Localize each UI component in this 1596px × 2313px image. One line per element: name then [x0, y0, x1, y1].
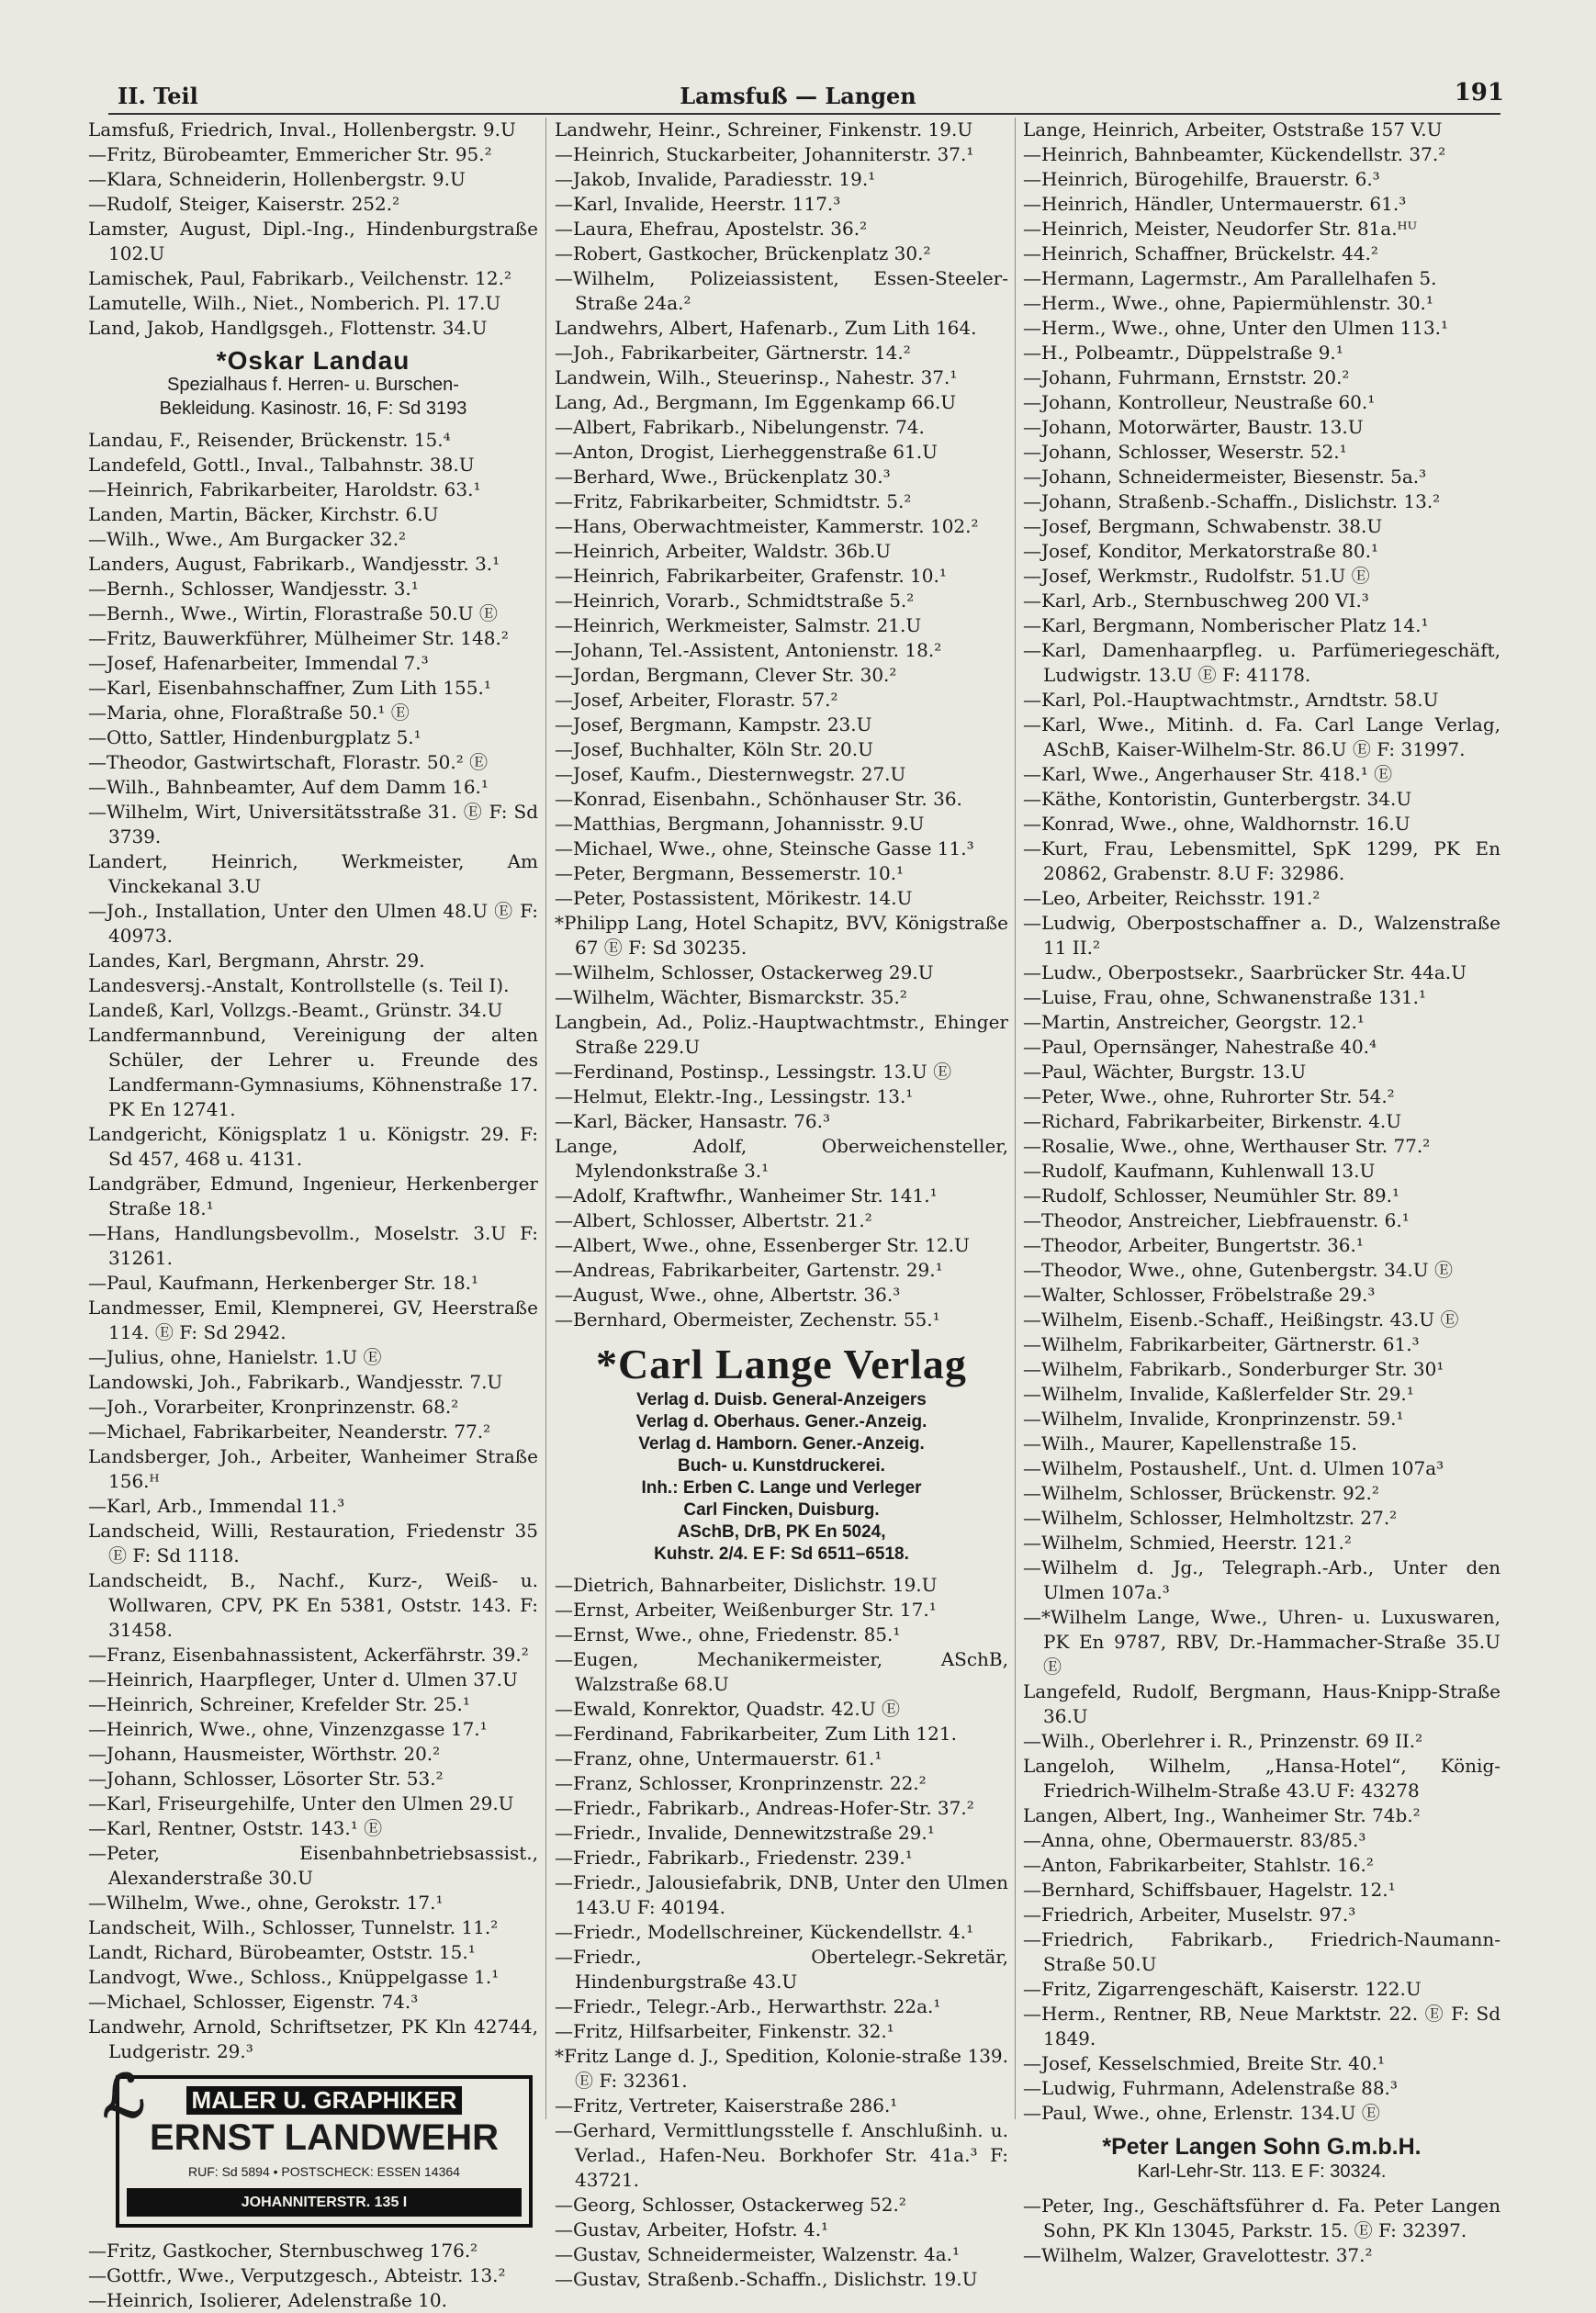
- directory-entry: —Karl, Arb., Sternbuschweg 200 VI.³: [1023, 589, 1369, 612]
- directory-entry: —Herm., Wwe., ohne, Papiermühlenstr. 30.¹: [1023, 292, 1433, 314]
- ad-line: Karl-Lehr-Str. 113. E F: 30324.: [1137, 2161, 1387, 2182]
- ad-line: ASchB, DrB, PK En 5024,: [677, 1522, 886, 1542]
- directory-entry: —Wilhelm, Invalide, Kronprinzenstr. 59.¹: [1023, 1408, 1404, 1430]
- directory-entry: —Andreas, Fabrikarbeiter, Gartenstr. 29.¹: [555, 1259, 943, 1281]
- directory-entry: —Albert, Fabrikarb., Nibelungenstr. 74.: [555, 416, 925, 438]
- directory-entry: —Josef, Werkmstr., Rudolfstr. 51.U Ⓔ: [1023, 565, 1370, 587]
- directory-entry: —Wilhelm, Eisenb.-Schaff., Heißingstr. 43.U Ⓔ: [1023, 1308, 1459, 1331]
- column-divider: [545, 118, 546, 2119]
- directory-entry: —Adolf, Kraftwfhr., Wanheimer Str. 141.¹: [555, 1185, 938, 1207]
- directory-entry: —Heinrich, Schreiner, Krefelder Str. 25.¹: [88, 1693, 470, 1715]
- directory-entry: —Hans, Handlungsbevollm., Moselstr. 3.U F: 31261.: [88, 1222, 538, 1269]
- directory-entry: —Walter, Schlosser, Fröbelstraße 29.³: [1023, 1284, 1376, 1306]
- directory-entry: —Paul, Wwe., ohne, Erlenstr. 134.U Ⓔ: [1023, 2102, 1380, 2124]
- directory-entry: —Heinrich, Händler, Untermauerstr. 61.³: [1023, 193, 1407, 215]
- directory-entry: Landwein, Wilh., Steuerinsp., Nahestr. 37.¹: [555, 366, 958, 388]
- directory-entry: *Philipp Lang, Hotel Schapitz, BVV, Königstraße 67 Ⓔ F: Sd 30235.: [555, 912, 1008, 959]
- directory-entry: —Julius, ohne, Hanielstr. 1.U Ⓔ: [88, 1346, 382, 1368]
- directory-entry: —August, Wwe., ohne, Albertstr. 36.³: [555, 1284, 901, 1306]
- directory-entry: —Robert, Gastkocher, Brückenplatz 30.²: [555, 242, 931, 264]
- page-number: 191: [1454, 79, 1504, 107]
- directory-entry: —Wilhelm, Schmied, Heerstr. 121.²: [1023, 1532, 1352, 1554]
- directory-entry: —Friedr., Jalousiefabrik, DNB, Unter den Ulmen 143.U F: 40194.: [555, 1871, 1008, 1918]
- directory-entry: —Karl, Rentner, Oststr. 143.¹ Ⓔ: [88, 1817, 383, 1839]
- directory-entry: —Hans, Oberwachtmeister, Kammerstr. 102.²: [555, 515, 979, 537]
- directory-entry: —Josef, Kesselschmied, Breite Str. 40.¹: [1023, 2052, 1385, 2074]
- ad-line: JOHANNITERSTR. 135 I: [127, 2188, 522, 2217]
- directory-entry: —Josef, Kaufm., Diesternwegstr. 27.U: [555, 763, 906, 785]
- directory-entry: —Ferdinand, Postinsp., Lessingstr. 13.U Ⓔ: [555, 1061, 952, 1083]
- directory-entry: —Heinrich, Fabrikarbeiter, Grafenstr. 10.¹: [555, 565, 947, 587]
- directory-entry: —Johann, Fuhrmann, Ernststr. 20.²: [1023, 366, 1350, 388]
- directory-entry: —Paul, Wächter, Burgstr. 13.U: [1023, 1061, 1307, 1083]
- directory-entry: —Anton, Drogist, Lierheggenstraße 61.U: [555, 441, 938, 463]
- entry-list: [1023, 118, 1500, 2126]
- directory-entry: —Herm., Wwe., ohne, Unter den Ulmen 113.¹: [1023, 317, 1449, 339]
- directory-entry: —Eugen, Mechanikermeister, ASchB, Walzstraße 68.U: [555, 1648, 1008, 1695]
- ad-line: Bekleidung. Kasinostr. 16, F: Sd 3193: [159, 399, 467, 419]
- ad-ernst-landwehr: [103, 2063, 533, 2228]
- directory-entry: —Albert, Schlosser, Albertstr. 21.²: [555, 1209, 872, 1231]
- directory-entry: —Heinrich, Bahnbeamter, Kückendellstr. 37.²: [1023, 143, 1446, 165]
- directory-entry: Landesversj.-Anstalt, Kontrollstelle (s. Teil I).: [88, 974, 510, 996]
- directory-entry: —Matthias, Bergmann, Johannisstr. 9.U: [555, 813, 925, 835]
- directory-entry: —Friedr., Telegr.-Arb., Herwarthstr. 22a.¹: [555, 1995, 941, 2017]
- directory-entry: —Karl, Invalide, Heerstr. 117.³: [555, 193, 841, 215]
- directory-entry: —Heinrich, Arbeiter, Waldstr. 36b.U: [555, 540, 892, 562]
- directory-entry: —Friedr., Fabrikarb., Friedenstr. 239.¹: [555, 1847, 913, 1869]
- directory-entry: —H., Polbeamtr., Düppelstraße 9.¹: [1023, 342, 1343, 364]
- directory-entry: —Dietrich, Bahnarbeiter, Dislichstr. 19.U: [555, 1574, 938, 1596]
- directory-entry: Lamster, August, Dipl.-Ing., Hindenburgstraße 102.U: [88, 218, 538, 264]
- directory-entry: —Johann, Schlosser, Weserstr. 52.¹: [1023, 441, 1347, 463]
- directory-entry: Landeß, Karl, Vollzgs.-Beamt., Grünstr. 34.U: [88, 999, 503, 1021]
- ad-line: RUF: Sd 5894 • POSTSCHECK: ESSEN 14364: [188, 2164, 460, 2179]
- directory-entry: —Ewald, Konrektor, Quadstr. 42.U Ⓔ: [555, 1698, 900, 1720]
- directory-entry: —Wilhelm, Schlosser, Ostackerweg 29.U: [555, 961, 934, 983]
- directory-entry: Lang, Ad., Bergmann, Im Eggenkamp 66.U: [555, 391, 957, 413]
- directory-entry: —Ferdinand, Fabrikarbeiter, Zum Lith 121.: [555, 1723, 957, 1745]
- column-2: [555, 118, 1008, 2290]
- directory-entry: —Ernst, Arbeiter, Weißenburger Str. 17.¹: [555, 1599, 937, 1621]
- ad-line: Carl Fincken, Duisburg.: [683, 1500, 880, 1520]
- directory-entry: —Wilhelm, Wwe., ohne, Gerokstr. 17.¹: [88, 1892, 444, 1914]
- directory-entry: Landwehr, Heinr., Schreiner, Finkenstr. 19.U: [555, 118, 973, 140]
- directory-entry: —Luise, Frau, ohne, Schwanenstraße 131.¹: [1023, 986, 1426, 1008]
- directory-entry: —Fritz, Bauwerkführer, Mülheimer Str. 148.²: [88, 627, 509, 649]
- directory-entry: —Joh., Installation, Unter den Ulmen 48.U Ⓔ F: 40973.: [88, 900, 538, 947]
- directory-entry: —Fritz, Bürobeamter, Emmericher Str. 95.²: [88, 143, 492, 165]
- directory-entry: Langeloh, Wilhelm, „Hansa-Hotel“, König-Friedrich-Wilhelm-Straße 43.U F: 43278: [1023, 1755, 1500, 1802]
- directory-entry: —Rudolf, Schlosser, Neumühler Str. 89.¹: [1023, 1185, 1399, 1207]
- directory-entry: —Peter, Ing., Geschäftsführer d. Fa. Peter Langen Sohn, PK Kln 13045, Parkstr. 15. Ⓔ F: 32397.: [1023, 2195, 1500, 2241]
- directory-entry: —Bernhard, Schiffsbauer, Hagelstr. 12.¹: [1023, 1879, 1396, 1901]
- directory-entry: —Karl, Pol.-Hauptwachtmstr., Arndtstr. 58.U: [1023, 689, 1439, 711]
- painter-logo-icon: ℒ: [103, 2063, 146, 2129]
- ad-title: *Carl Lange Verlag: [596, 1341, 967, 1387]
- directory-entry: —Josef, Hafenarbeiter, Immendal 7.³: [88, 652, 429, 674]
- directory-entry: Landfermannbund, Vereinigung der alten Schüler, der Lehrer u. Freunde des Landfermann-Gymnasiums, Köhnenstraße 17. PK En 12741.: [88, 1024, 538, 1120]
- directory-entry: —Heinrich, Werkmeister, Salmstr. 21.U: [555, 614, 922, 636]
- directory-entry: —Friedrich, Arbeiter, Muselstr. 97.³: [1023, 1903, 1356, 1926]
- page-header: [92, 75, 1504, 112]
- directory-entry: —Karl, Arb., Immendal 11.³: [88, 1495, 345, 1517]
- directory-entry: —Jakob, Invalide, Paradiesstr. 19.¹: [555, 168, 876, 190]
- directory-entry: —Albert, Wwe., ohne, Essenberger Str. 12.U: [555, 1234, 970, 1256]
- directory-entry: —Maria, ohne, Floraßtraße 50.¹ Ⓔ: [88, 702, 410, 724]
- directory-entry: —Fritz, Vertreter, Kaiserstraße 286.¹: [555, 2094, 898, 2117]
- directory-entry: Landscheit, Wilh., Schlosser, Tunnelstr. 11.²: [88, 1916, 499, 1938]
- directory-entry: —Wilhelm d. Jg., Telegraph.-Arb., Unter den Ulmen 107a.³: [1023, 1556, 1500, 1603]
- directory-entry: Landmesser, Emil, Klempnerei, GV, Heerstraße 114. Ⓔ F: Sd 2942.: [88, 1297, 538, 1343]
- directory-entry: —Ludwig, Oberpostschaffner a. D., Walzenstraße 11 II.²: [1023, 912, 1500, 959]
- directory-entry: —Johann, Schneidermeister, Biesenstr. 5a.³: [1023, 466, 1427, 488]
- directory-entry: Landscheid, Willi, Restauration, Friedenstr 35 Ⓔ F: Sd 1118.: [88, 1520, 538, 1566]
- directory-entry: —Michael, Schlosser, Eigenstr. 74.³: [88, 1991, 419, 2013]
- directory-entry: —Johann, Motorwärter, Baustr. 13.U: [1023, 416, 1364, 438]
- directory-entry: —Joh., Fabrikarbeiter, Gärtnerstr. 14.²: [555, 342, 911, 364]
- directory-entry: —Gottfr., Wwe., Verputzgesch., Abteistr. 13.²: [88, 2264, 506, 2286]
- directory-entry: —Josef, Arbeiter, Florastr. 57.²: [555, 689, 838, 711]
- directory-entry: —Wilh., Maurer, Kapellenstraße 15.: [1023, 1432, 1357, 1454]
- column-3: [1023, 118, 1500, 2266]
- directory-entry: —Wilhelm, Walzer, Gravelottestr. 37.²: [1023, 2244, 1373, 2266]
- directory-entry: Landgericht, Königsplatz 1 u. Königstr. 29. F: Sd 457, 468 u. 4131.: [88, 1123, 538, 1170]
- directory-entry: —Bernh., Wwe., Wirtin, Florastraße 50.U Ⓔ: [88, 602, 498, 624]
- directory-entry: —Jordan, Bergmann, Clever Str. 30.²: [555, 664, 897, 686]
- directory-entry: Landt, Richard, Bürobeamter, Oststr. 15.¹: [88, 1941, 476, 1963]
- directory-entry: —Theodor, Wwe., ohne, Gutenbergstr. 34.U Ⓔ: [1023, 1259, 1453, 1281]
- directory-entry: —Karl, Friseurgehilfe, Unter den Ulmen 29.U: [88, 1792, 514, 1814]
- ad-line: Spezialhaus f. Herren- u. Burschen-: [167, 375, 459, 395]
- directory-entry: Landvogt, Wwe., Schloss., Knüppelgasse 1.¹: [88, 1966, 500, 1988]
- directory-entry: Landen, Martin, Bäcker, Kirchstr. 6.U: [88, 503, 439, 525]
- ad-line: Verlag d. Hamborn. Gener.-Anzeig.: [638, 1434, 925, 1454]
- directory-entry: —Friedrich, Fabrikarb., Friedrich-Naumann-Straße 50.U: [1023, 1928, 1500, 1975]
- part-label: II. Teil: [118, 83, 198, 109]
- directory-entry: —Franz, Eisenbahnassistent, Ackerfährstr. 39.²: [88, 1644, 529, 1666]
- ad-title: ERNST LANDWEHR: [150, 2117, 499, 2158]
- directory-entry: —Wilhelm, Wächter, Bismarckstr. 35.²: [555, 986, 907, 1008]
- directory-entry: —Wilhelm, Polizeiassistent, Essen-Steeler-Straße 24a.²: [555, 267, 1008, 314]
- directory-entry: Landsberger, Joh., Arbeiter, Wanheimer Straße 156.ᴴ: [88, 1445, 538, 1492]
- entry-list: [555, 1573, 1008, 2292]
- directory-entry: Lamischek, Paul, Fabrikarb., Veilchenstr. 12.²: [88, 267, 511, 289]
- directory-entry: —Heinrich, Stuckarbeiter, Johanniterstr. 37.¹: [555, 143, 974, 165]
- ad-line: Verlag d. Duisb. General-Anzeigers: [636, 1390, 927, 1409]
- directory-entry: —Wilhelm, Schlosser, Helmholtzstr. 27.²: [1023, 1507, 1398, 1529]
- directory-entry: —Rosalie, Wwe., ohne, Werthauser Str. 77.²: [1023, 1135, 1431, 1157]
- directory-entry: —*Wilhelm Lange, Wwe., Uhren- u. Luxuswaren, PK En 9787, RBV, Dr.-Hammacher-Straße 35.U Ⓔ: [1023, 1606, 1500, 1678]
- name-range: Lamsfuß — Langen: [680, 83, 916, 109]
- directory-entry: —Josef, Buchhalter, Köln Str. 20.U: [555, 738, 873, 760]
- directory-entry: —Wilhelm, Invalide, Kaßlerfelder Str. 29.¹: [1023, 1383, 1414, 1405]
- directory-entry: —Herm., Rentner, RB, Neue Marktstr. 22. Ⓔ F: Sd 1849.: [1023, 2003, 1500, 2049]
- directory-entry: —Otto, Sattler, Hindenburgplatz 5.¹: [88, 726, 421, 748]
- ad-line: Buch- u. Kunstdruckerei.: [678, 1456, 885, 1476]
- directory-entry: —Wilhelm, Postaushelf., Unt. d. Ulmen 107a³: [1023, 1457, 1444, 1479]
- directory-entry: —Wilh., Bahnbeamter, Auf dem Damm 16.¹: [88, 776, 489, 798]
- directory-entry: —Anton, Fabrikarbeiter, Stahlstr. 16.²: [1023, 1854, 1374, 1876]
- directory-entry: —Helmut, Elektr.-Ing., Lessingstr. 13.¹: [555, 1085, 914, 1107]
- directory-entry: —Laura, Ehefrau, Apostelstr. 36.²: [555, 218, 868, 240]
- ad-title: *Peter Langen Sohn G.m.b.H.: [1102, 2134, 1422, 2160]
- directory-entry: —Theodor, Anstreicher, Liebfrauenstr. 6.¹: [1023, 1209, 1410, 1231]
- directory-entry: —Fritz, Zigarrengeschäft, Kaiserstr. 122.U: [1023, 1978, 1422, 2000]
- directory-entry: Langen, Albert, Ing., Wanheimer Str. 74b.²: [1023, 1804, 1421, 1826]
- directory-entry: Landau, F., Reisender, Brückenstr. 15.⁴: [88, 429, 451, 451]
- directory-entry: —Heinrich, Meister, Neudorfer Str. 81a.ᴴᵁ: [1023, 218, 1418, 240]
- directory-entry: —Heinrich, Isolierer, Adelenstraße 10.: [88, 2289, 447, 2311]
- directory-entry: —Paul, Kaufmann, Herkenberger Str. 18.¹: [88, 1272, 479, 1294]
- directory-entry: —Heinrich, Schaffner, Brückelstr. 44.²: [1023, 242, 1378, 264]
- directory-entry: *Fritz Lange d. J., Spedition, Kolonie-straße 139. Ⓔ F: 32361.: [555, 2045, 1008, 2092]
- directory-entry: —Johann, Hausmeister, Wörthstr. 20.²: [88, 1743, 441, 1765]
- ad-line: MALER U. GRAPHIKER: [186, 2086, 463, 2115]
- directory-entry: Lamsfuß, Friedrich, Inval., Hollenbergstr. 9.U: [88, 118, 516, 140]
- directory-entry: —Anna, ohne, Obermauerstr. 83/85.³: [1023, 1829, 1366, 1851]
- directory-entry: Lamutelle, Wilh., Niet., Nomberich. Pl. 17.U: [88, 292, 501, 314]
- directory-entry: —Georg, Schlosser, Ostackerweg 52.²: [555, 2194, 906, 2216]
- directory-entry: —Gustav, Schneidermeister, Walzenstr. 4a.¹: [555, 2243, 961, 2265]
- directory-entry: —Wilhelm, Fabrikarbeiter, Gärtnerstr. 61.³: [1023, 1333, 1420, 1355]
- directory-entry: —Bernhard, Obermeister, Zechenstr. 55.¹: [555, 1308, 940, 1331]
- directory-entry: —Karl, Bäcker, Hansastr. 76.³: [555, 1110, 831, 1132]
- column-1: [88, 118, 538, 2311]
- directory-entry: —Michael, Fabrikarbeiter, Neanderstr. 77.²: [88, 1420, 491, 1443]
- ad-line: Verlag d. Oberhaus. Gener.-Anzeig.: [635, 1412, 927, 1432]
- directory-entry: —Paul, Opernsänger, Nahestraße 40.⁴: [1023, 1036, 1377, 1058]
- directory-entry: —Karl, Eisenbahnschaffner, Zum Lith 155.¹: [88, 677, 491, 699]
- directory-entry: —Fritz, Hilfsarbeiter, Finkenstr. 32.¹: [555, 2020, 894, 2042]
- directory-entry: —Friedr., Obertelegr.-Sekretär, Hindenburgstraße 43.U: [555, 1946, 1008, 1993]
- directory-entry: —Friedr., Invalide, Dennewitzstraße 29.¹: [555, 1822, 935, 1844]
- directory-entry: Langefeld, Rudolf, Bergmann, Haus-Knipp-Straße 36.U: [1023, 1680, 1500, 1727]
- ad-oskar-landau: [88, 348, 538, 421]
- directory-entry: —Johann, Straßenb.-Schaffn., Dislichstr. 13.²: [1023, 490, 1441, 512]
- directory-entry: Land, Jakob, Handlgsgeh., Flottenstr. 34.U: [88, 317, 488, 339]
- directory-entry: Landscheidt, B., Nachf., Kurz-, Weiß- u. Wollwaren, CPV, PK En 5381, Oststr. 143. F: 31458.: [88, 1569, 538, 1641]
- directory-entry: —Gustav, Straßenb.-Schaffn., Dislichstr. 19.U: [555, 2268, 978, 2290]
- directory-entry: —Heinrich, Haarpfleger, Unter d. Ulmen 37.U: [88, 1668, 518, 1690]
- directory-entry: —Theodor, Arbeiter, Bungertstr. 36.¹: [1023, 1234, 1364, 1256]
- directory-entry: Landers, August, Fabrikarb., Wandjesstr. 3.¹: [88, 553, 500, 575]
- directory-entry: —Karl, Wwe., Mitinh. d. Fa. Carl Lange Verlag, ASchB, Kaiser-Wilhelm-Str. 86.U Ⓔ F: 31997.: [1023, 713, 1500, 760]
- directory-entry: —Peter, Wwe., ohne, Ruhrorter Str. 54.²: [1023, 1085, 1395, 1107]
- directory-entry: —Wilhelm, Schlosser, Brückenstr. 92.²: [1023, 1482, 1379, 1504]
- directory-entry: —Rudolf, Kaufmann, Kuhlenwall 13.U: [1023, 1160, 1376, 1182]
- column-divider: [1015, 118, 1016, 2119]
- directory-entry: —Johann, Kontrolleur, Neustraße 60.¹: [1023, 391, 1376, 413]
- directory-entry: —Klara, Schneiderin, Hollenbergstr. 9.U: [88, 168, 466, 190]
- directory-entry: —Heinrich, Fabrikarbeiter, Haroldstr. 63.¹: [88, 478, 481, 500]
- directory-entry: Landwehr, Arnold, Schriftsetzer, PK Kln 42744, Ludgeristr. 29.³: [88, 2015, 538, 2062]
- directory-entry: —Franz, ohne, Untermauerstr. 61.¹: [555, 1747, 882, 1769]
- directory-entry: —Friedr., Fabrikarb., Andreas-Hofer-Str. 37.²: [555, 1797, 974, 1819]
- ad-carl-lange-verlag: [555, 1340, 1008, 1566]
- directory-entry: —Friedr., Modellschreiner, Kückendellstr. 4.¹: [555, 1921, 974, 1943]
- directory-entry: —Fritz, Fabrikarbeiter, Schmidtstr. 5.²: [555, 490, 912, 512]
- directory-entry: —Wilh., Wwe., Am Burgacker 32.²: [88, 528, 407, 550]
- directory-entry: —Josef, Bergmann, Schwabenstr. 38.U: [1023, 515, 1383, 537]
- ad-line: Inh.: Erben C. Lange und Verleger: [641, 1478, 922, 1498]
- directory-entry: —Ludwig, Fuhrmann, Adelenstraße 88.³: [1023, 2077, 1398, 2099]
- directory-entry: Langbein, Ad., Poliz.-Hauptwachtmstr., Ehinger Straße 229.U: [555, 1011, 1008, 1058]
- directory-entry: —Heinrich, Bürogehilfe, Brauerstr. 6.³: [1023, 168, 1380, 190]
- entry-list: [88, 428, 538, 2064]
- directory-entry: —Konrad, Wwe., ohne, Waldhornstr. 16.U: [1023, 813, 1411, 835]
- directory-entry: —Konrad, Eisenbahn., Schönhauser Str. 36.: [555, 788, 962, 810]
- directory-entry: —Johann, Tel.-Assistent, Antonienstr. 18.²: [555, 639, 942, 661]
- directory-entry: —Michael, Wwe., ohne, Steinsche Gasse 11.³: [555, 837, 974, 859]
- directory-entry: —Gerhard, Vermittlungsstelle f. Anschlußinh. u. Verlad., Hafen-Neu. Borkhofer Str. 41a.³ F: 43721.: [555, 2119, 1008, 2191]
- directory-entry: —Ludw., Oberpostsekr., Saarbrücker Str. 44a.U: [1023, 961, 1467, 983]
- directory-entry: —Wilhelm, Wirt, Universitätsstraße 31. Ⓔ F: Sd 3739.: [88, 801, 538, 848]
- entry-list: [88, 2239, 538, 2313]
- directory-entry: —Karl, Bergmann, Nomberischer Platz 14.¹: [1023, 614, 1429, 636]
- ad-title: *Oskar Landau: [216, 346, 410, 375]
- directory-entry: —Heinrich, Vorarb., Schmidtstraße 5.²: [555, 589, 915, 612]
- directory-entry: Landert, Heinrich, Werkmeister, Am Vinckekanal 3.U: [88, 850, 538, 897]
- directory-entry: —Heinrich, Wwe., ohne, Vinzenzgasse 17.¹: [88, 1718, 488, 1740]
- entry-list: [555, 118, 1008, 1332]
- directory-entry: —Ernst, Wwe., ohne, Friedenstr. 85.¹: [555, 1623, 901, 1645]
- directory-entry: —Bernh., Schlosser, Wandjesstr. 3.¹: [88, 578, 419, 600]
- directory-entry: Landes, Karl, Bergmann, Ahrstr. 29.: [88, 949, 425, 971]
- directory-entry: —Josef, Bergmann, Kampstr. 23.U: [555, 713, 872, 735]
- directory-entry: —Peter, Postassistent, Mörikestr. 14.U: [555, 887, 913, 909]
- directory-entry: —Peter, Bergmann, Bessemerstr. 10.¹: [555, 862, 905, 884]
- directory-entry: —Fritz, Gastkocher, Sternbuschweg 176.²: [88, 2240, 478, 2262]
- directory-entry: —Wilh., Oberlehrer i. R., Prinzenstr. 69 II.²: [1023, 1730, 1423, 1752]
- directory-entry: —Käthe, Kontoristin, Gunterbergstr. 34.U: [1023, 788, 1412, 810]
- directory-entry: Landwehrs, Albert, Hafenarb., Zum Lith 164.: [555, 317, 977, 339]
- directory-entry: —Karl, Damenhaarpfleg. u. Parfümeriegeschäft, Ludwigstr. 13.U Ⓔ F: 41178.: [1023, 639, 1500, 686]
- header-rule: [108, 113, 1500, 115]
- ad-peter-langen: [1023, 2135, 1500, 2184]
- directory-entry: Lange, Adolf, Oberweichensteller, Mylendonkstraße 3.¹: [555, 1135, 1008, 1182]
- directory-entry: —Leo, Arbeiter, Reichsstr. 191.²: [1023, 887, 1321, 909]
- directory-entry: Lange, Heinrich, Arbeiter, Oststraße 157 V.U: [1023, 118, 1443, 140]
- entry-list: [1023, 2194, 1500, 2268]
- directory-entry: —Theodor, Gastwirtschaft, Florastr. 50.² Ⓔ: [88, 751, 489, 773]
- directory-entry: —Karl, Wwe., Angerhauser Str. 418.¹ Ⓔ: [1023, 763, 1393, 785]
- directory-entry: Landgräber, Edmund, Ingenieur, Herkenberger Straße 18.¹: [88, 1173, 538, 1219]
- directory-entry: —Hermann, Lagermstr., Am Parallelhafen 5.: [1023, 267, 1437, 289]
- ad-line: Kuhstr. 2/4. E F: Sd 6511–6518.: [654, 1544, 909, 1564]
- directory-entry: —Wilhelm, Fabrikarb., Sonderburger Str. 30¹: [1023, 1358, 1444, 1380]
- directory-entry: —Peter, Eisenbahnbetriebsassist., Alexanderstraße 30.U: [88, 1842, 538, 1889]
- directory-entry: —Josef, Konditor, Merkatorstraße 80.¹: [1023, 540, 1378, 562]
- directory-entry: —Franz, Schlosser, Kronprinzenstr. 22.²: [555, 1772, 927, 1794]
- directory-entry: Landefeld, Gottl., Inval., Talbahnstr. 38.U: [88, 454, 475, 476]
- directory-entry: —Martin, Anstreicher, Georgstr. 12.¹: [1023, 1011, 1365, 1033]
- directory-entry: Landowski, Joh., Fabrikarb., Wandjesstr. 7.U: [88, 1371, 503, 1393]
- directory-entry: —Gustav, Arbeiter, Hofstr. 4.¹: [555, 2218, 829, 2240]
- directory-entry: —Berhard, Wwe., Brückenplatz 30.³: [555, 466, 891, 488]
- directory-entry: —Rudolf, Steiger, Kaiserstr. 252.²: [88, 193, 400, 215]
- directory-entry: —Joh., Vorarbeiter, Kronprinzenstr. 68.²: [88, 1396, 459, 1418]
- directory-entry: —Kurt, Frau, Lebensmittel, SpK 1299, PK En 20862, Grabenstr. 8.U F: 32986.: [1023, 837, 1500, 884]
- entry-list: [88, 118, 538, 341]
- directory-entry: —Richard, Fabrikarbeiter, Birkenstr. 4.U: [1023, 1110, 1402, 1132]
- directory-entry: —Johann, Schlosser, Lösorter Str. 53.²: [88, 1768, 444, 1790]
